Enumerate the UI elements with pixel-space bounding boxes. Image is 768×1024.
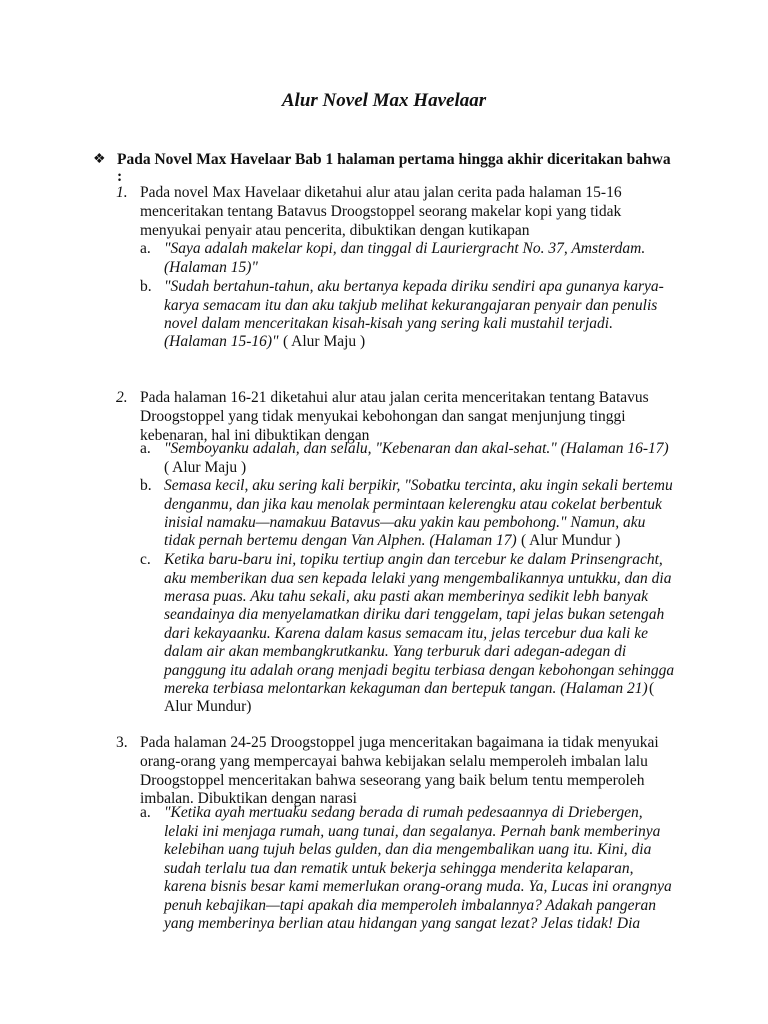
quote-line: karya semacam itu dan aku takjub melihat kekurangajaran penyair dan penulis [164,297,658,314]
quote-line: mereka terbiasa melontarkan kekaguman dan bertepuk tangan. (Halaman 21) [164,680,648,697]
item-number: 1. [116,184,128,201]
item-text-line: orang-orang yang mempercayai bahwa kebijakan selalu memperoleh imbalan lalu [140,753,648,770]
quote-line: yang memberinya berlian atau hidangan yang sangat lezat? Jelas tidak! Dia [164,915,641,932]
diamond-bullet-icon: ❖ [93,152,106,167]
quote-line: (Halaman 15-16)" [164,333,279,350]
sub-item-letter: b. [140,477,152,494]
quote-line: lelaki ini menjaga rumah, uang tunai, dan segalanya. Pernah bank memberinya [164,823,661,840]
plot-label: ( Alur Mundur ) [521,532,621,549]
quote-line: dari kekayaanku. Karena dalam kasus semacam itu, jelas tercebur dua kali ke [164,625,648,642]
item-text-line: Pada novel Max Havelaar diketahui alur atau jalan cerita pada halaman 15-16 [140,184,622,201]
quote-line: sudah terlalu tua dan rematik untuk bekerja sehingga menderita kelaparan, [164,860,634,877]
sub-item-letter: b. [140,278,152,295]
item-text-line: Pada halaman 16-21 diketahui alur atau jalan cerita menceritakan tentang Batavus [140,389,649,406]
quote-line: karena bisnis besar kami memerlukan orang-orang muda. Ya, Lucas ini orangnya [164,878,672,895]
quote-line: inisial namaku—namakuu Batavus—aku yakin kau pembohong." Namun, aku [164,514,646,531]
item-text-line: menyukai penyair atau pencerita, dibuktikan dengan kutikapan [140,222,530,239]
quote-line: "Semboyanku adalah, dan selalu, "Kebenaran dan akal-sehat." (Halaman 16-17) [164,440,669,457]
item-number: 2. [116,389,128,406]
quote-line: kelebihan uang tujuh belas gulden, dan dia mengembalikan uang itu. Kini, dia [164,841,652,858]
plot-label: ( Alur Maju ) [283,333,366,350]
plot-label-open: ( [649,680,655,697]
item-text-line: imbalan. Dibuktikan dengan narasi [140,790,357,807]
document-title: Alur Novel Max Havelaar [281,90,487,111]
item-text-line: menceritakan tentang Batavus Droogstoppel seorang makelar kopi yang tidak [140,203,622,220]
quote-line: aku memberikan dua sen kepada lelaki yang mengembalikannya untukku, dan dia [164,570,672,587]
quote-line: Ketika baru-baru ini, topiku tertiup angin dan tercebur ke dalam Prinsengracht, [164,551,663,568]
item-text-line: Droogstoppel menceritakan bahwa seseorang yang baik belum tentu memperoleh [140,772,645,789]
section-heading: Pada Novel Max Havelaar Bab 1 halaman pertama hingga akhir diceritakan bahwa [117,151,671,168]
plot-label: ( Alur Maju ) [164,459,247,476]
item-text-line: kebenaran, hal ini dibuktikan dengan [140,427,370,444]
quote-line: penuh kebajikan—tapi apakah dia memperoleh imbalannya? Adakah pangeran [164,897,657,914]
quote-line: "Saya adalah makelar kopi, dan tinggal di Lauriergracht No. 37, Amsterdam. [164,240,646,257]
quote-line: panggung itu adalah orang menjadi begitu terbiasa dengan kebohongan sehingga [164,662,675,679]
quote-line: novel dalam menceritakan kisah-kisah yang sering kali mustahil terjadi. [164,315,613,332]
quote-line: Semasa kecil, aku sering kali berpikir, "Sobatku tercinta, aku ingin sekali bertemu [164,477,673,494]
quote-line: tidak pernah bertemu dengan Van Alphen. (Halaman 17) [164,532,517,549]
sub-item-letter: a. [140,804,151,821]
quote-line: "Ketika ayah mertuaku sedang berada di rumah pedesaannya di Driebergen, [164,804,643,821]
quote-line: (Halaman 15)" [164,259,258,276]
quote-line: denganmu, dan jika kau menolak permintaan kelerengku atau cokelat berbentuk [164,496,662,513]
sub-item-letter: a. [140,440,151,457]
sub-item-letter: c. [140,551,151,568]
sub-item-letter: a. [140,240,151,257]
quote-line: seandainya dia menyelamatkan diriku dari tenggelam, tapi jelas bukan setengah [164,606,665,623]
item-text-line: Droogstoppel yang tidak menyukai kebohongan dan sangat menjunjung tinggi [140,408,626,425]
quote-line: "Sudah bertahun-tahun, aku bertanya kepada diriku sendiri apa gunanya karya- [164,278,664,295]
section-heading-colon: : [117,168,123,185]
quote-line: dalam air akan membangkrutkanku. Yang terburuk dari adegan-adegan di [164,643,627,660]
item-number: 3. [116,734,128,751]
plot-label: Alur Mundur) [164,698,252,715]
item-text-line: Pada halaman 24-25 Droogstoppel juga menceritakan bagaimana ia tidak menyukai [140,734,659,751]
quote-line: merasa puas. Aku tahu sekali, aku pasti akan memberinya sedikit lebh banyak [164,588,648,605]
